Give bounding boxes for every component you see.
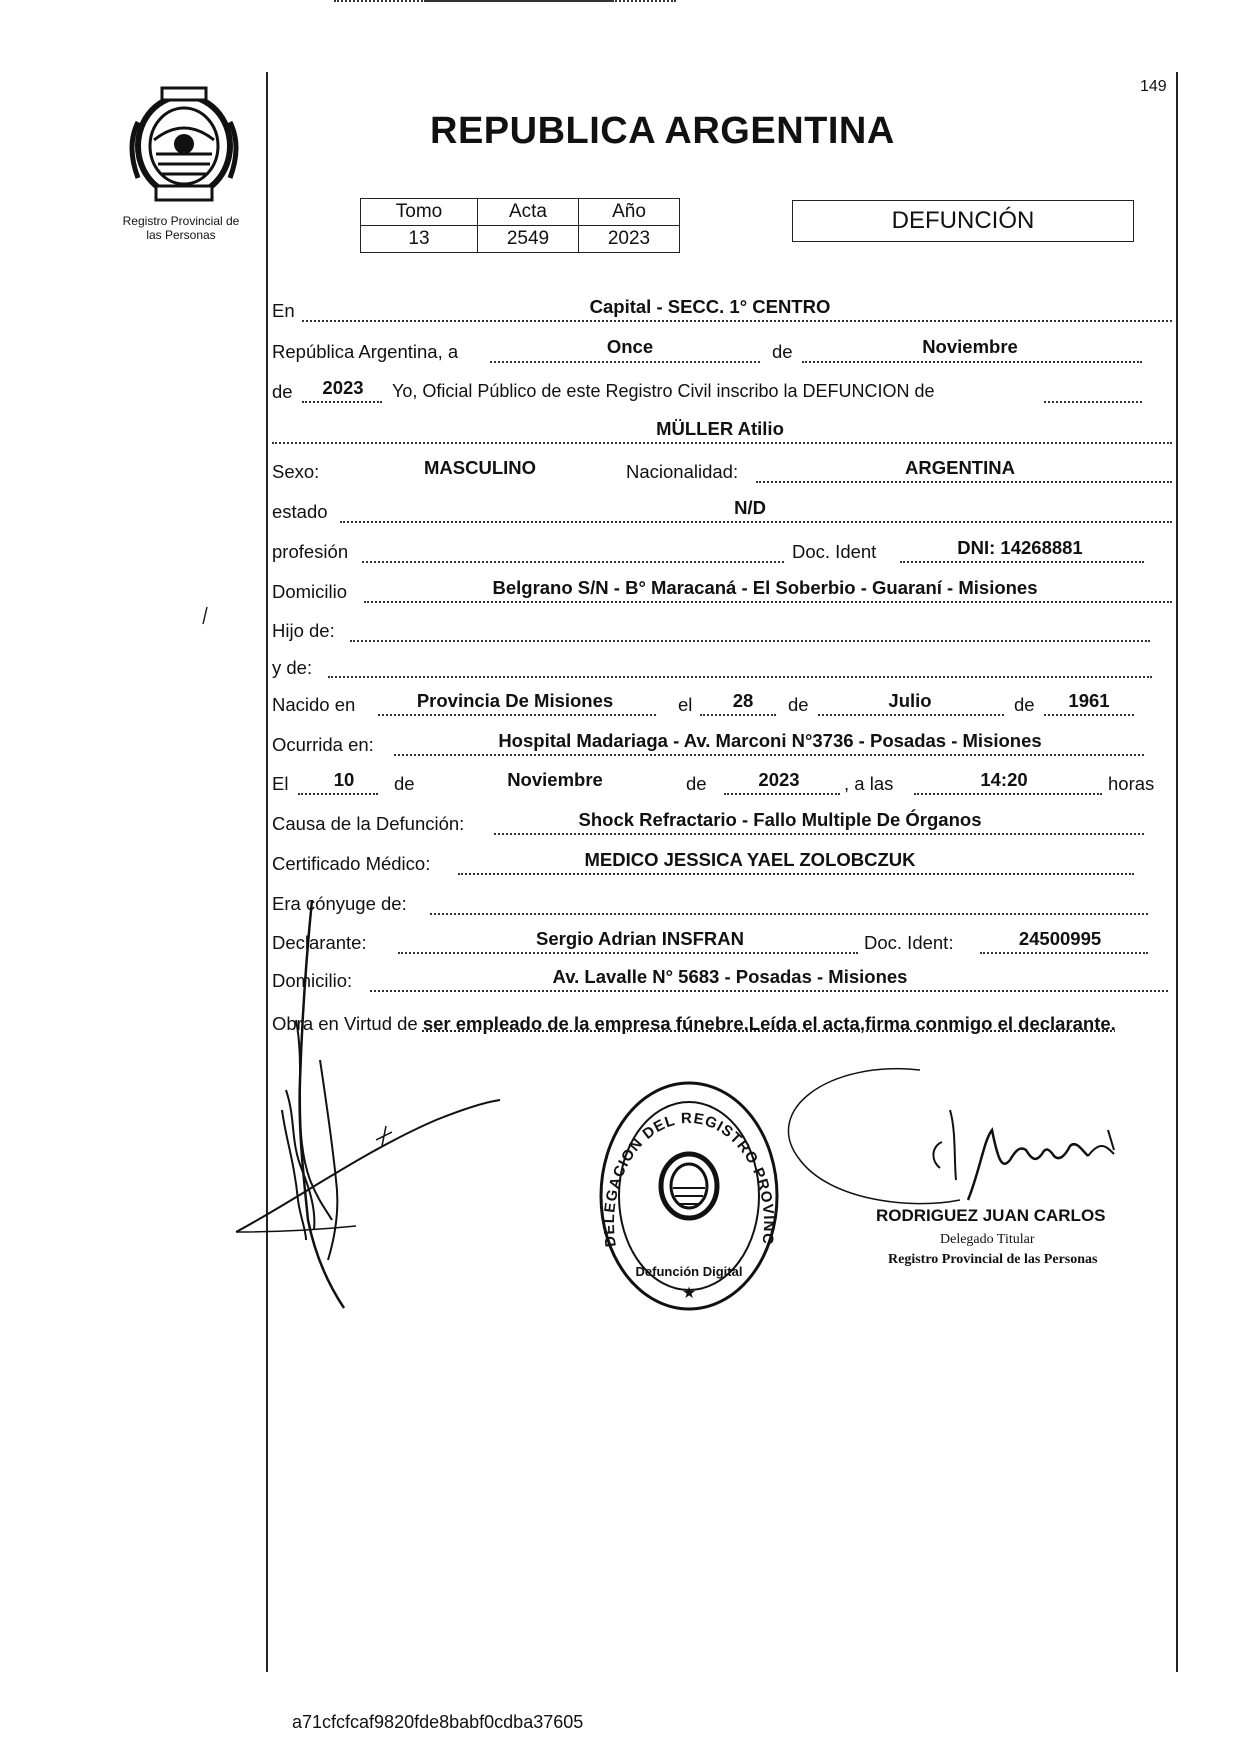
death-month-value: Noviembre	[507, 769, 603, 790]
republica-label: República Argentina, a	[272, 341, 459, 362]
death-time-dotted-line	[914, 793, 1102, 795]
declarant-signature	[236, 880, 516, 1320]
horas-label: horas	[1108, 773, 1155, 794]
el2-label: El	[272, 773, 289, 794]
obra-value: ser empleado de la empresa fúnebre.Leída el acta,firma conmigo el declarante.	[422, 1013, 1116, 1034]
birth-de-label: de	[788, 694, 809, 715]
domicilio2-value: Av. Lavalle N° 5683 - Posadas - Misiones	[552, 966, 908, 987]
estado-value: N/D	[734, 497, 766, 518]
domicilio-dotted-line	[364, 601, 1172, 603]
day-dotted-line	[490, 361, 760, 363]
profesion-dotted-line	[362, 561, 784, 563]
causa-label: Causa de la Defunción:	[272, 813, 465, 834]
birth-de2-label: de	[1014, 694, 1035, 715]
month-dotted-line	[802, 361, 1142, 363]
year-dotted-line	[302, 401, 382, 403]
profesion-label: profesión	[272, 541, 349, 562]
year-prefix-label: de	[272, 381, 293, 402]
birth-month-dotted-line	[818, 714, 1004, 716]
sexo-label: Sexo:	[272, 461, 320, 482]
month-value: Noviembre	[922, 336, 1018, 357]
acta-header: Acta	[478, 199, 579, 226]
domicilio2-label: Domicilio:	[272, 970, 353, 991]
statement-text: Yo, Oficial Público de este Registro Civil inscribo la DEFUNCION de	[392, 381, 935, 401]
official-name: RODRIGUEZ JUAN CARLOS	[876, 1206, 1106, 1225]
declarante-value: Sergio Adrian INSFRAN	[536, 928, 744, 949]
registry-caption-line2: las Personas	[146, 228, 216, 242]
certificado-dotted-line	[458, 873, 1134, 875]
record-table-header-row	[361, 199, 680, 226]
hijo-de-dotted-line	[350, 640, 1150, 642]
name-dotted-line	[272, 442, 1172, 444]
page-number: 149	[1140, 78, 1167, 95]
deceased-name-value: MÜLLER Atilio	[656, 418, 784, 439]
hijo-de-label: Hijo de:	[272, 620, 335, 641]
year-value: 2023	[322, 377, 364, 398]
birth-day-value: 28	[732, 690, 754, 711]
ocurrida-label: Ocurrida en:	[272, 734, 374, 755]
a-las-label: , a las	[844, 773, 894, 794]
birth-year-dotted-line	[1044, 714, 1134, 716]
obra-prefix: Obra en Virtud de	[272, 1013, 418, 1034]
birth-year-value: 1961	[1068, 690, 1110, 711]
conyuge-dotted-line	[430, 913, 1148, 915]
anio-value: 2023	[579, 226, 680, 253]
en-value: Capital - SECC. 1° CENTRO	[589, 296, 831, 317]
conyuge-label: Era cónyuge de:	[272, 893, 407, 914]
estado-dotted-line	[340, 521, 1172, 523]
causa-value: Shock Refractario - Fallo Multiple De Órganos	[578, 809, 982, 830]
death-time-value: 14:20	[980, 769, 1028, 790]
doc-ident-dotted-line	[900, 561, 1144, 563]
estado-label: estado	[272, 501, 328, 522]
de-label: de	[772, 341, 793, 362]
birth-month-value: Julio	[888, 690, 932, 711]
declarante-label: Declarante:	[272, 932, 367, 953]
right-margin-rule	[1176, 72, 1178, 1672]
ocurrida-value: Hospital Madariaga - Av. Marconi N°3736 - Posadas - Misiones	[498, 730, 1042, 751]
domicilio-label: Domicilio	[272, 581, 348, 602]
birth-day-dotted-line	[700, 714, 776, 716]
record-table-value-row	[361, 226, 680, 253]
tomo-value: 13	[361, 226, 478, 253]
document-type-box: DEFUNCIÓN	[792, 200, 1134, 242]
sexo-value: MASCULINO	[423, 457, 537, 478]
acta-value: 2549	[478, 226, 579, 253]
y-de-label: y de:	[272, 657, 313, 678]
nacido-label: Nacido en	[272, 694, 356, 715]
death-year-value: 2023	[758, 769, 800, 790]
y-de-dotted-line	[328, 676, 1152, 678]
nacionalidad-value: ARGENTINA	[905, 457, 1015, 478]
certificado-label: Certificado Médico:	[272, 853, 431, 874]
death-year-dotted-line	[724, 793, 840, 795]
nacionalidad-label: Nacionalidad:	[626, 461, 739, 482]
tomo-header: Tomo	[361, 199, 478, 226]
causa-dotted-line	[494, 833, 1144, 835]
death-de2-label: de	[686, 773, 707, 794]
doc-ident-value: DNI: 14268881	[957, 537, 1083, 558]
death-day-value: 10	[333, 769, 355, 790]
declarante-doc-dotted-line	[980, 952, 1148, 954]
nacido-value: Provincia De Misiones	[416, 690, 614, 711]
statement-dotted-line	[1044, 401, 1142, 403]
seal-star-icon: ★	[681, 1285, 697, 1302]
anio-header: Año	[579, 199, 680, 226]
record-table	[360, 198, 680, 253]
en-dotted-line	[302, 320, 1172, 322]
doc-ident-label: Doc. Ident	[792, 541, 877, 562]
day-value: Once	[606, 336, 654, 357]
seal-outer-text: DELEGACION DEL REGISTRO PROVINCIAL DE LAS PERSONAS	[587, 1063, 778, 1248]
seal-inner-text: Defunción Digital	[635, 1264, 743, 1279]
ocurrida-dotted-line	[394, 754, 1144, 756]
death-day-dotted-line	[298, 793, 378, 795]
declarante-doc-value: 24500995	[1018, 928, 1102, 949]
official-office: Registro Provincial de las Personas	[888, 1252, 1098, 1267]
official-oval-seal	[587, 1063, 784, 1316]
certificado-value: MEDICO JESSICA YAEL ZOLOBCZUK	[584, 849, 916, 870]
stray-pen-mark	[200, 606, 210, 626]
registry-caption-line1: Registro Provincial de	[122, 214, 240, 228]
domicilio-value: Belgrano S/N - B° Maracaná - El Soberbio - Guaraní - Misiones	[492, 577, 1038, 598]
el-label: el	[678, 694, 693, 715]
death-de-label: de	[394, 773, 415, 794]
en-label: En	[272, 300, 295, 321]
registry-caption	[96, 214, 266, 242]
left-margin-rule	[266, 72, 268, 1672]
official-role: Delegado Titular	[940, 1232, 1035, 1247]
document-title: REPUBLICA ARGENTINA	[430, 110, 895, 152]
declarante-doc-label: Doc. Ident:	[864, 932, 954, 953]
death-month-dotted-line	[424, 0, 676, 2]
misiones-coat-of-arms-logo	[122, 82, 246, 206]
nacionalidad-dotted-line	[756, 481, 1172, 483]
document-hash: a71cfcfcaf9820fde8babf0cdba37605	[292, 1712, 584, 1732]
nacido-dotted-line	[378, 714, 656, 716]
official-signature	[770, 1050, 1140, 1230]
